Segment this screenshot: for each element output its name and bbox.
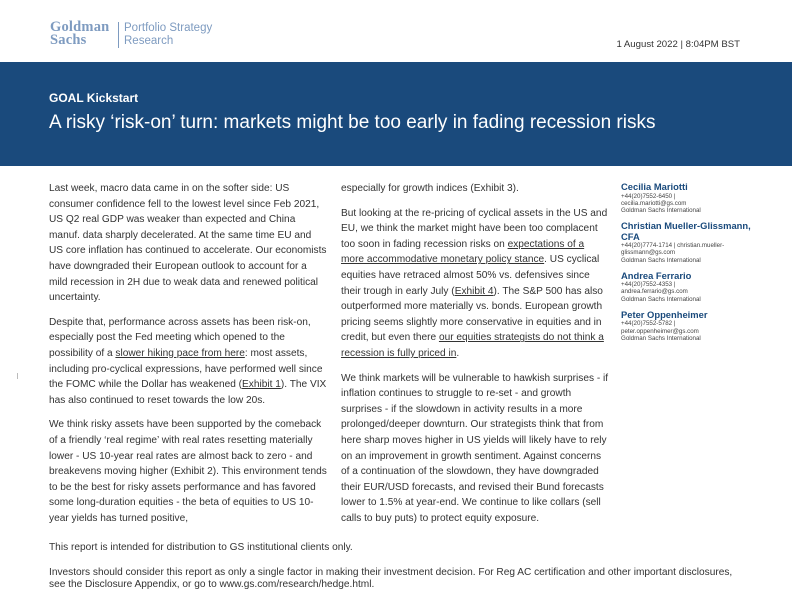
margin-marker: [17, 373, 18, 379]
paragraph: We think risky assets have been supported by the comeback of a friendly ‘real regime’ with real rates resetting materially lower - US 10-year real rates are almost back to zero - and breakevens moving higher (Exhibit 2). This environment tends to be the best for risky assets performance and has favored some long-duration equities - the beta of equities to US 10-year yields has turned positive,: [49, 419, 327, 524]
author-email[interactable]: peter.oppenheimer@gs.com: [621, 327, 699, 335]
paragraph: especially for growth indices (Exhibit 3).: [341, 183, 519, 194]
author-name: Christian Mueller-Glissmann, CFA: [621, 220, 751, 242]
research-unit: [124, 22, 212, 48]
unit-line1: Portfolio Strategy: [124, 22, 213, 34]
link-exhibit-1[interactable]: Exhibit 1: [242, 379, 281, 391]
paragraph: But looking at the re-pricing of cyclical assets in the US and EU, we think the market might have been too complacent too soon in fading recession risks on expectations of a more accommodative monetary policy stance. US cyclical equities have retraced almost 50% vs. defensives since their trough in early July (Exhibit 4). The S&P 500 has also outperformed more materially vs. bonds. European growth pricing seems slightly more conservative in equities and in credit, but even there our equities strategists do not think a recession is fully priced in.: [341, 207, 608, 359]
paragraph: Despite that, performance across assets has been risk-on, especially post the Fed meeting which opened to the possibility of a slower hiking pace from here: most assets, including pro-cyclical expressions, have performed well since the FOMC while the Dollar has weakened (Exhibit 1). The VIX has also continued to reset towards the low 20s.: [49, 316, 327, 406]
author-list: [621, 182, 771, 349]
paragraph: We think markets will be vulnerable to hawkish surprises - if inflation continues to struggle to re-set - and growth surprises - if the slowdown in activity results in a more prolonged/deeper downturn. Our strategists think that from here sharp moves higher in US yields will likely have to rely on an improvement in growth sentiment. Against concerns of a continuation of the slowdown, they have downgraded their EUR/USD forecasts, and revised their Bund forecasts lower to 1.5% at year-end. We continue to like collars (sell calls to buy puts) to protect equity exposure.: [341, 372, 609, 524]
author-firm: Goldman Sachs International: [621, 206, 701, 214]
author-card: [621, 271, 771, 303]
author-firm: Goldman Sachs International: [621, 256, 701, 264]
author-card: [621, 221, 771, 264]
author-card: [621, 182, 771, 214]
report-title: A risky ‘risk-on’ turn: markets might be too early in fading recession risks: [49, 112, 656, 133]
logo-divider: [118, 22, 119, 48]
author-card: [621, 310, 771, 342]
logo-line2: Sachs: [50, 32, 87, 48]
body-column-right: [341, 181, 609, 535]
link-monetary-policy[interactable]: expectations of a more accommodative monetary policy stance: [341, 238, 585, 266]
author-phone: +44(20)7552-4353 |: [621, 281, 676, 289]
page-header: [0, 0, 792, 62]
author-name: Cecilia Mariotti: [621, 181, 688, 192]
link-exhibit-4[interactable]: Exhibit 4: [454, 285, 494, 297]
publication-date: 1 August 2022 | 8:04PM BST: [616, 39, 740, 50]
series-name: GOAL Kickstart: [49, 91, 139, 105]
paragraph: Last week, macro data came in on the softer side: US consumer confidence fell to the lowest level since Feb 2021, US Q2 real GDP was weaker than expected and China manuf. data sharply decelerated. At the same time EU and US core inflation has continued to accelerate. Our economists have downgraded their European outlook to account for a mild recession in 2H due to weak data and renewed political uncertainty.: [49, 183, 327, 304]
author-email[interactable]: glissmann@gs.com: [621, 249, 676, 257]
unit-line2: Research: [124, 35, 174, 47]
link-slower-hiking-pace[interactable]: slower hiking pace from here: [115, 347, 245, 359]
goldman-sachs-logo[interactable]: [50, 21, 109, 47]
body-column-left: [49, 181, 327, 535]
disclosure-notice: Investors should consider this report as only a single factor in making their investment decision. For Reg AC certification and other important disclosures, see the Disclosure Appendix, or go to www.gs.com/research/hedge.html.: [49, 567, 733, 591]
distribution-notice: This report is intended for distribution to GS institutional clients only.: [49, 542, 353, 553]
author-email[interactable]: andrea.ferrario@gs.com: [621, 288, 688, 296]
title-banner: [0, 62, 792, 166]
author-phone: +44(20)7552-6450 |: [621, 192, 676, 200]
author-name: Andrea Ferrario: [621, 269, 692, 281]
logo-line1: Goldman: [50, 19, 110, 35]
author-email[interactable]: cecilia.mariotti@gs.com: [621, 199, 687, 207]
author-phone: +44(20)7774-1714 | christian.mueller-: [621, 242, 725, 250]
link-equity-strategists[interactable]: our equities strategists do not think a recession is fully priced in: [341, 332, 604, 359]
author-firm: Goldman Sachs International: [621, 334, 701, 342]
author-firm: Goldman Sachs International: [621, 295, 701, 303]
author-name: Peter Oppenheimer: [621, 308, 708, 320]
author-phone: +44(20)7552-5782 |: [621, 320, 676, 328]
